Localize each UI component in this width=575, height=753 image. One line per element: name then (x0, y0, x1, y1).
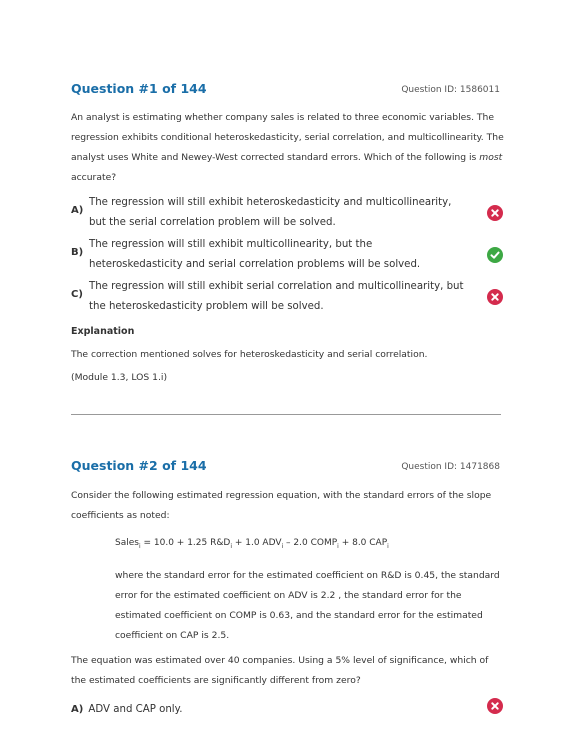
question-1-stem: An analyst is estimating whether company sales is related to three economic variables. The regression exhibits conditional heteroskedasticity, serial correlation, and multicollinearity. The analyst uses White and Newey-West corrected standard errors. Which of the following is most accurate? (71, 112, 504, 183)
option-text: The regression will still exhibit heteroskedasticity and multicollinearity, but the serial correlation problem will be solved. (89, 197, 452, 228)
question-1-id: Question ID: 1586011 (401, 85, 500, 95)
question-divider (71, 414, 501, 415)
option-text: ADV and CAP only. (88, 704, 183, 715)
incorrect-x-icon (487, 698, 503, 714)
question-2-prompt: The equation was estimated over 40 companies. Using a 5% level of significance, which of the estimated coefficients are significantly different from zero? (71, 655, 489, 686)
option-a[interactable] (71, 697, 504, 717)
option-letter: C) (71, 289, 83, 300)
option-letter: A) (71, 704, 84, 715)
correct-check-icon (487, 247, 503, 263)
question-2-stem: Consider the following estimated regression equation, with the standard errors of the slope coefficients as noted: (71, 490, 492, 521)
question-2-title: Question #2 of 144 (71, 458, 207, 473)
option-a[interactable] (71, 193, 504, 233)
option-letter: B) (71, 247, 84, 258)
option-letter: A) (71, 205, 84, 216)
question-1-title: Question #1 of 144 (71, 81, 207, 96)
incorrect-x-icon (487, 205, 503, 221)
option-text: The regression will still exhibit serial correlation and multicollinearity, but the heteroskedasticity problem will be solved. (89, 281, 464, 312)
explanation-text: The correction mentioned solves for heteroskedasticity and serial correlation. (71, 349, 428, 360)
option-c[interactable] (71, 277, 504, 317)
regression-equation: Sales$_i$ = 10.0 + 1.25 $R\&D_i + 1.0$ $ADV_i - 2.0$ $COMP_i + 8.0$ $CAP_i$ (115, 538, 389, 550)
explanation-heading: Explanation (71, 326, 135, 337)
option-b[interactable] (71, 235, 504, 275)
option-text: The regression will still exhibit multicollinearity, but the heteroskedasticity and serial correlation problems will be solved. (89, 239, 421, 270)
question-2-id: Question ID: 1471868 (401, 462, 500, 472)
incorrect-x-icon (487, 289, 503, 305)
los-reference: (Module 1.3, LOS 1.i) (71, 372, 168, 383)
standard-errors-text: where the standard error for the estimated coefficient on R&D is 0.45, the standard error for the estimated coefficient on ADV is 2.2 , the standard error for the estimated coefficient on COMP is 0.63, and the standard error for the estimated coefficient on CAP is 2.5. (115, 570, 500, 641)
